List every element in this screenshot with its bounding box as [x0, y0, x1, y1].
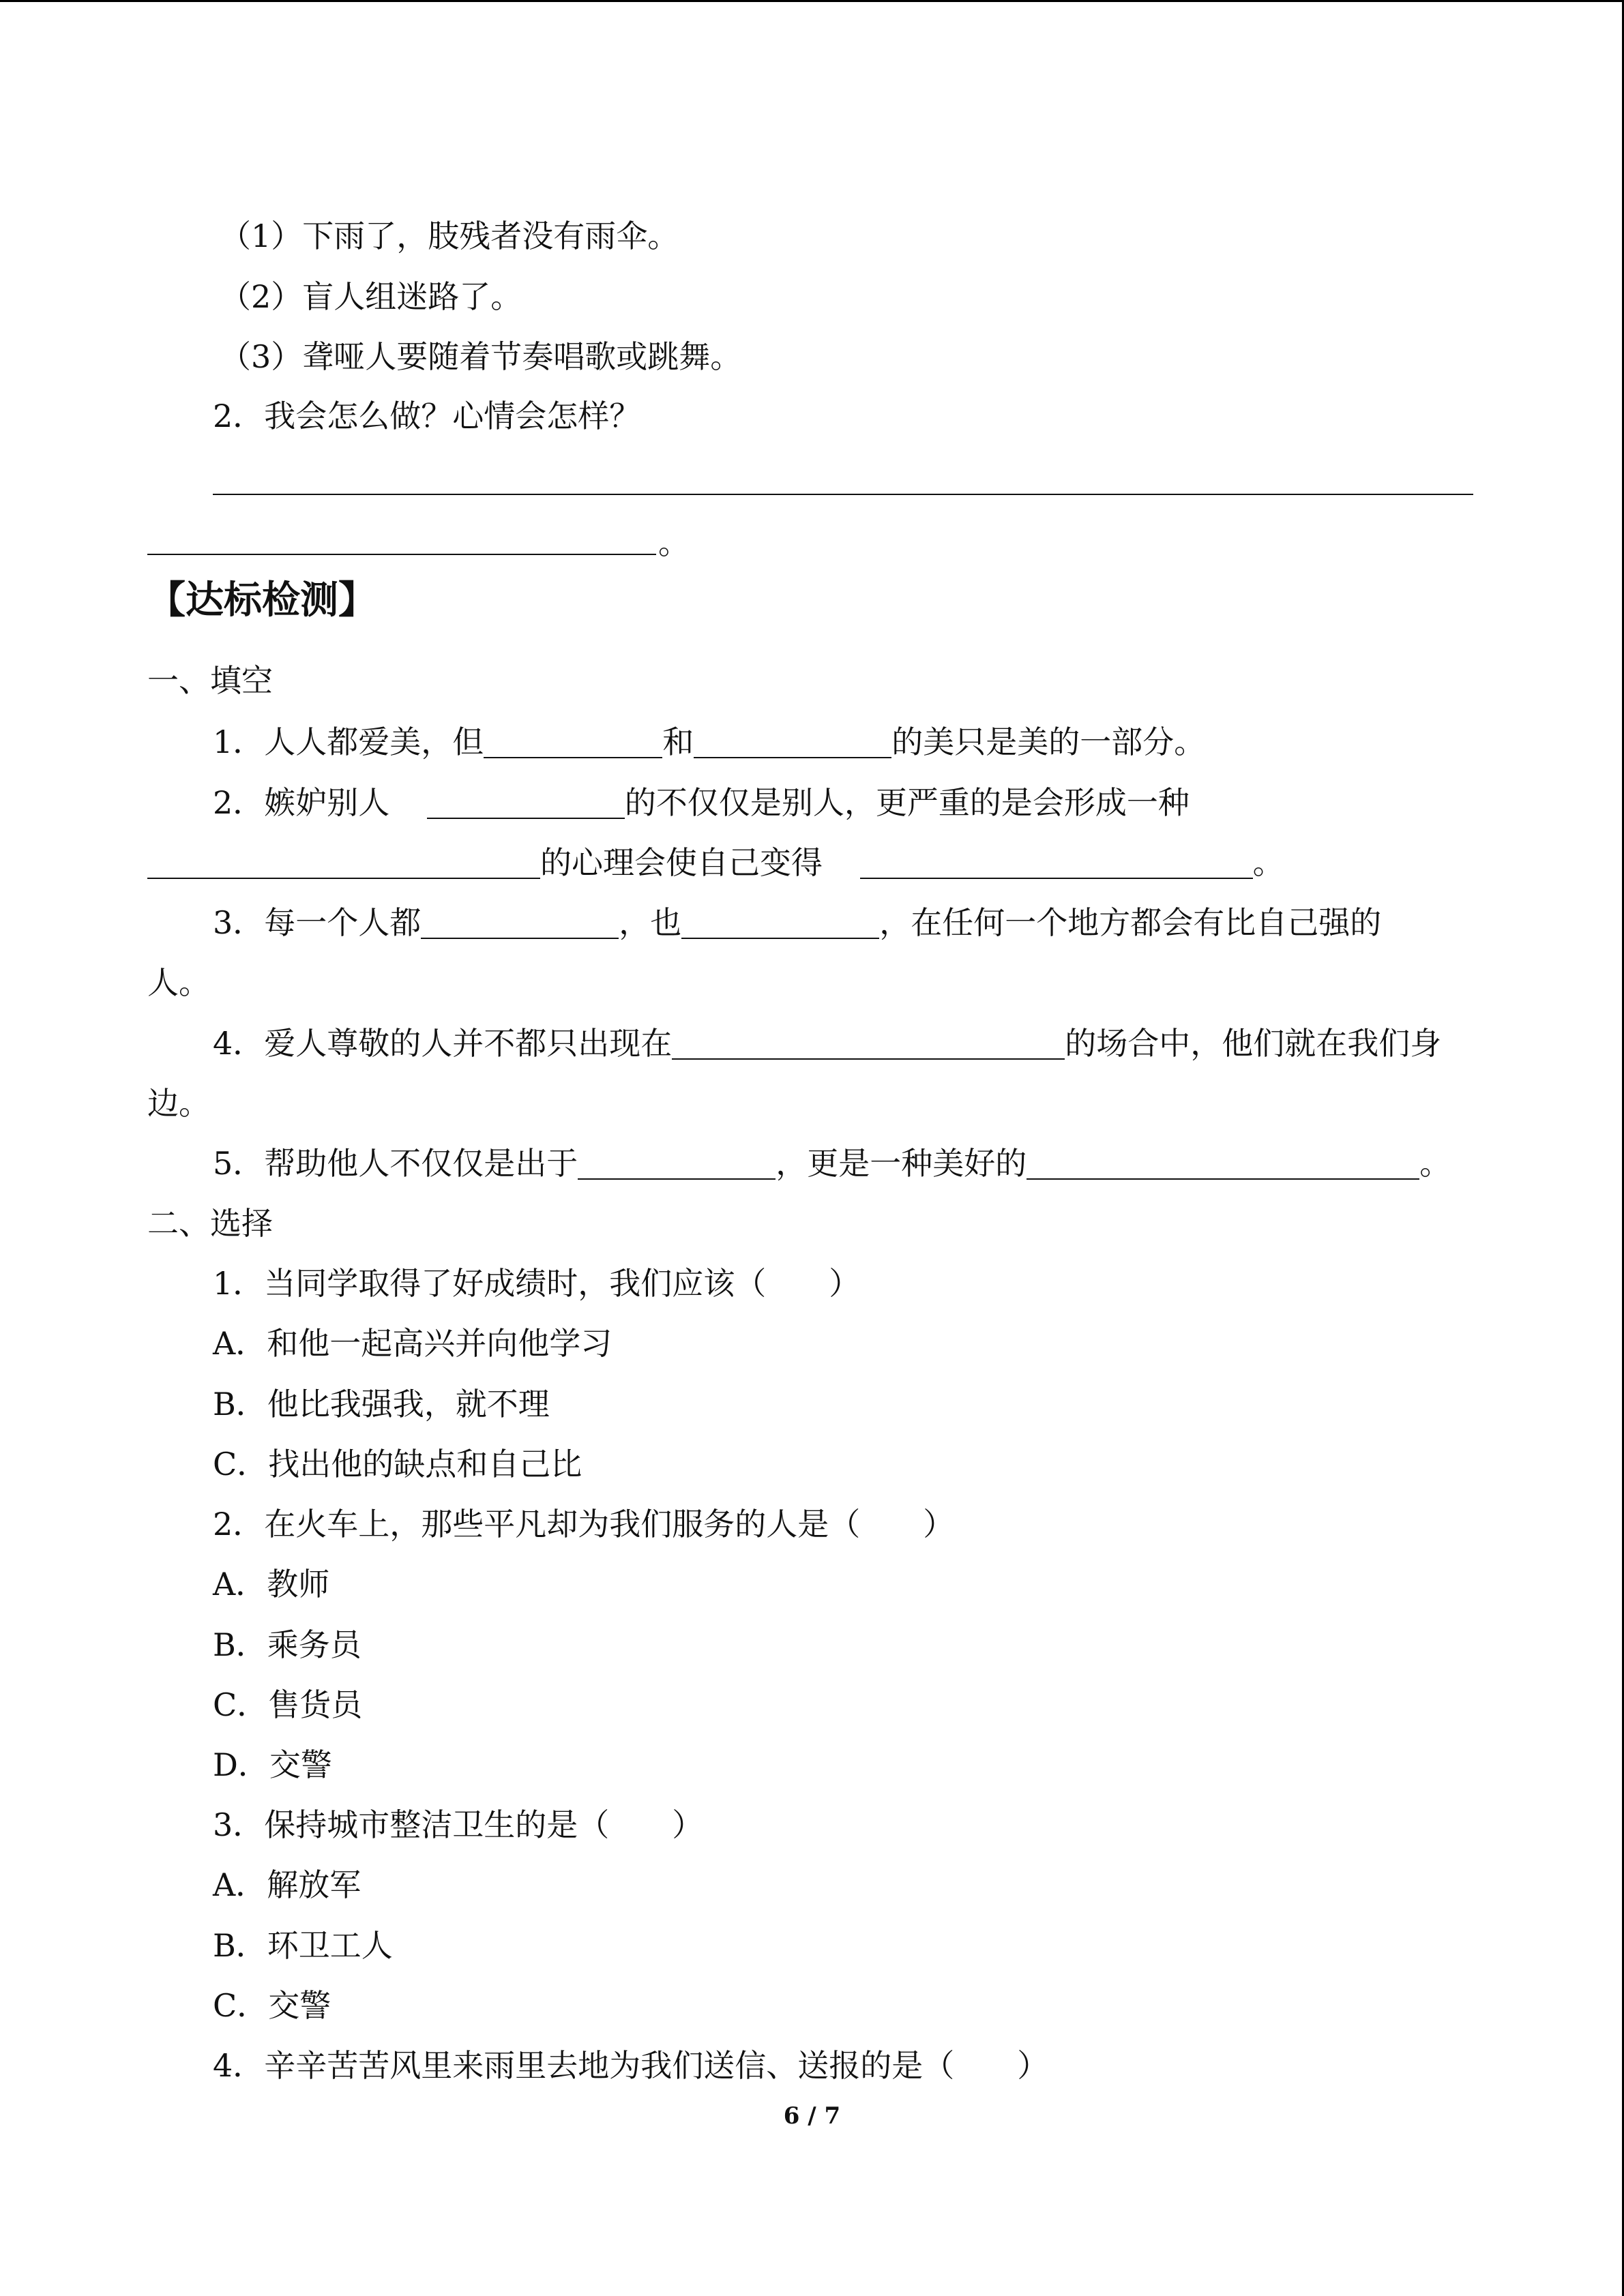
fill-heading: 一、填空 [147, 662, 273, 699]
q2-blank-1[interactable] [427, 784, 625, 819]
answer-line-1[interactable] [213, 494, 1473, 495]
fill-question-2 [213, 782, 1190, 823]
q2-text-d: 。 [1252, 844, 1284, 881]
fill-question-3-cont: 人。 [147, 964, 210, 1001]
q2-text-c: 的心理会使自己变得 [540, 844, 833, 881]
q5-text-a: 5．帮助他人不仅仅是出于 [213, 1145, 578, 1182]
question-2-prompt: 2．我会怎么做？心情会怎样？ [213, 398, 641, 434]
q2-blank-2[interactable] [147, 844, 540, 879]
fill-question-1 [213, 721, 1205, 762]
q3-text-c: ，在任何一个地方都会有比自己强的 [879, 904, 1382, 941]
fill-question-4 [213, 1023, 1441, 1064]
choice-option[interactable]: D．交警 [213, 1746, 332, 1783]
fill-question-2-cont [147, 842, 1284, 883]
choice-question-2: 2．在火车上，那些平凡却为我们服务的人是（ ） [213, 1506, 955, 1542]
page-border-top [0, 0, 1624, 2]
choice-option[interactable]: C．交警 [213, 1987, 331, 2024]
choice-option[interactable]: A．和他一起高兴并向他学习 [213, 1325, 612, 1362]
scenario-item-2: （2）盲人组迷路了。 [220, 278, 522, 315]
q1-text-c: 的美只是美的一部分。 [891, 724, 1206, 760]
fill-question-5 [213, 1143, 1451, 1184]
fill-question-3 [213, 902, 1381, 943]
q3-blank-1[interactable] [421, 904, 619, 939]
q2-text-a: 2．嫉妒别人 [213, 784, 400, 821]
choice-option[interactable]: A．教师 [213, 1566, 330, 1602]
q4-blank-1[interactable] [672, 1024, 1065, 1060]
choice-option[interactable]: B．他比我强我，就不理 [213, 1386, 550, 1422]
q4-text-b: 的场合中，他们就在我们身 [1065, 1025, 1442, 1062]
choice-option[interactable]: A．解放军 [213, 1866, 361, 1903]
choice-option[interactable]: C．找出他的缺点和自己比 [213, 1446, 582, 1482]
q5-text-c: 。 [1419, 1145, 1451, 1182]
q1-blank-2[interactable] [694, 723, 891, 758]
scenario-item-3: （3）聋哑人要随着节奏唱歌或跳舞。 [220, 338, 742, 375]
scenario-item-1: （1）下雨了，肢残者没有雨伞。 [220, 218, 679, 254]
choice-question-1: 1．当同学取得了好成绩时，我们应该（ ） [213, 1265, 861, 1302]
q3-text-b: ，也 [619, 904, 682, 941]
page-number: 6 / 7 [783, 2102, 841, 2130]
choice-question-3: 3．保持城市整洁卫生的是（ ） [213, 1806, 704, 1843]
q1-text-b: 和 [662, 724, 694, 760]
q5-text-b: ，更是一种美好的 [776, 1145, 1027, 1182]
q4-text-a: 4．爱人尊敬的人并不都只出现在 [213, 1025, 673, 1062]
fill-question-4-cont: 边。 [147, 1085, 210, 1122]
q2-blank-3[interactable] [860, 844, 1253, 879]
q1-text-a: 1．人人都爱美，但 [213, 724, 484, 760]
section-title: 【达标检测】 [147, 578, 377, 623]
q1-blank-1[interactable] [484, 723, 662, 758]
choice-heading: 二、选择 [147, 1205, 273, 1242]
choice-question-4: 4．辛辛苦苦风里来雨里去地为我们送信、送报的是（ ） [213, 2047, 1049, 2084]
choice-option[interactable]: B．乘务员 [213, 1626, 361, 1663]
q3-text-a: 3．每一个人都 [213, 904, 422, 941]
answer-period: 。 [658, 524, 690, 561]
answer-line-2[interactable] [147, 554, 656, 555]
q3-blank-2[interactable] [681, 904, 879, 939]
choice-option[interactable]: C．售货员 [213, 1686, 363, 1723]
q5-blank-1[interactable] [578, 1144, 776, 1180]
choice-option[interactable]: B．环卫工人 [213, 1927, 393, 1964]
q2-text-b: 的不仅仅是别人，更严重的是会形成一种 [624, 784, 1190, 821]
q5-blank-2[interactable] [1027, 1144, 1419, 1180]
